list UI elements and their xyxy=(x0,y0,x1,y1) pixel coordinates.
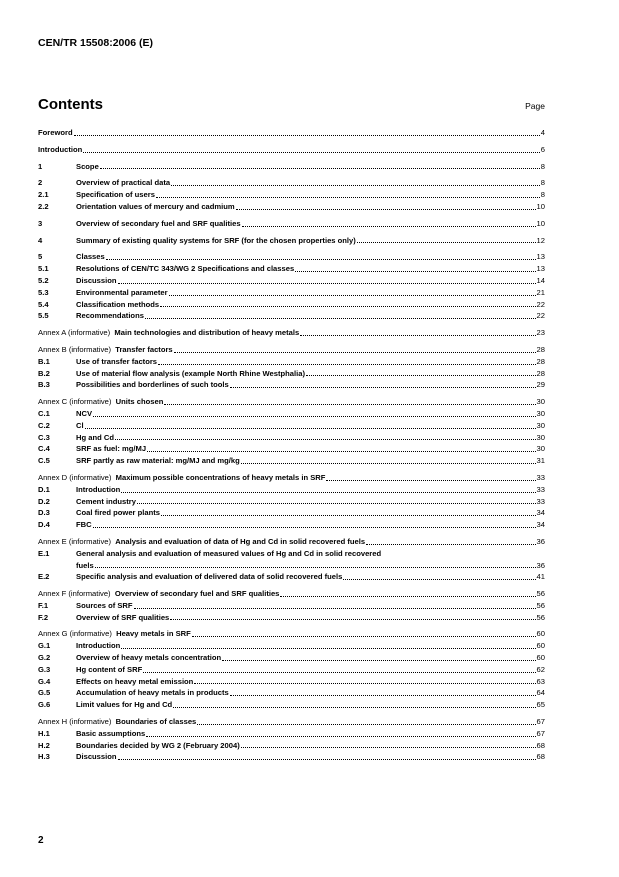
toc-entry-title: Overview of secondary fuel and SRF qualities xyxy=(76,218,241,228)
toc-entry-number: 2 xyxy=(38,178,43,188)
dot-leader xyxy=(137,503,536,504)
dot-leader xyxy=(300,335,535,336)
toc-entry[interactable] xyxy=(38,519,545,531)
toc-entry[interactable] xyxy=(38,751,545,763)
toc-entry[interactable] xyxy=(38,310,545,322)
dot-leader xyxy=(197,724,535,725)
toc-entry-number: D.2 xyxy=(38,496,50,506)
toc-entry-title: NCV xyxy=(76,408,93,418)
dot-leader xyxy=(100,168,540,169)
toc-entry-number: D.1 xyxy=(38,484,50,494)
toc-entry[interactable] xyxy=(38,640,545,652)
annex-heading: Units chosen xyxy=(115,397,164,407)
toc-entry-title: Orientation values of mercury and cadmium xyxy=(76,201,235,211)
annex-heading: Maximum possible concentrations of heavy metals in SRF xyxy=(115,472,326,482)
toc-annex-entry[interactable] xyxy=(38,327,545,339)
toc-entry[interactable] xyxy=(38,432,545,444)
toc-entry-page: 30 xyxy=(536,408,545,418)
toc-entry-title: Hg and Cd xyxy=(76,432,114,442)
toc-entry-title: Boundaries decided by WG 2 (February 2004) xyxy=(76,740,240,750)
dot-leader xyxy=(326,480,535,481)
toc-annex-title xyxy=(38,327,299,339)
dot-leader xyxy=(134,608,536,609)
toc-annex-entry[interactable] xyxy=(38,628,545,640)
toc-entry-page: 56 xyxy=(536,600,545,610)
toc-entry-number: D.4 xyxy=(38,520,50,530)
toc-entry-number: 5.4 xyxy=(38,299,49,309)
toc-entry-title: Foreword xyxy=(38,128,73,137)
dot-leader xyxy=(74,135,540,136)
toc-entry[interactable] xyxy=(38,571,545,583)
toc-entry-page: 21 xyxy=(536,287,545,297)
toc-entry-page: 56 xyxy=(536,612,545,622)
dot-leader xyxy=(164,404,535,405)
toc-entry-title: FBC xyxy=(76,520,92,530)
toc-annex-entry[interactable] xyxy=(38,396,545,408)
dot-leader xyxy=(343,579,535,580)
toc-entry-page: 67 xyxy=(536,728,545,738)
toc-entry-number: B.3 xyxy=(38,380,50,390)
toc-entry-title-continuation: fuels xyxy=(76,560,94,570)
toc-entry-title: Summary of existing quality systems for SRF (for the chosen properties only) xyxy=(76,235,356,245)
toc-entry-number: E.2 xyxy=(38,572,50,582)
toc-entry[interactable] xyxy=(38,263,545,275)
dot-leader xyxy=(160,306,535,307)
dot-leader xyxy=(192,636,536,637)
toc-entry-title: Scope xyxy=(76,161,99,171)
dot-leader xyxy=(230,387,536,388)
toc-entry-page: 33 xyxy=(536,484,545,494)
toc-entry-number: 5.3 xyxy=(38,287,49,297)
toc-entry[interactable] xyxy=(38,379,545,391)
dot-leader xyxy=(236,209,536,210)
toc-entry-number: G.2 xyxy=(38,653,51,663)
annex-heading: Boundaries of classes xyxy=(115,717,197,727)
toc-entry-page: 34 xyxy=(536,508,545,518)
toc-entry-number: H.3 xyxy=(38,752,50,762)
toc-entry-title: General analysis and evaluation of measured values of Hg and Cd in solid recovered xyxy=(76,548,382,558)
dot-leader xyxy=(174,352,536,353)
toc-entry[interactable] xyxy=(38,144,545,156)
toc-annex-title xyxy=(38,628,191,640)
toc-entry-page: 60 xyxy=(536,653,545,663)
toc-entry-title: Use of material flow analysis (example North Rhine Westphalia) xyxy=(76,368,305,378)
toc-entry-page: 30 xyxy=(536,444,545,454)
toc-entry-number: D.3 xyxy=(38,508,50,518)
annex-label: Annex E (informative) xyxy=(38,536,112,546)
toc-entry-page: 22 xyxy=(536,299,545,309)
toc-entry-page: 41 xyxy=(536,572,545,582)
toc-annex-title xyxy=(38,716,196,728)
toc-annex-title xyxy=(38,536,365,548)
annex-label: Annex D (informative) xyxy=(38,472,112,482)
dot-leader xyxy=(170,619,535,620)
dot-leader xyxy=(121,648,535,649)
toc-entry-page: 31 xyxy=(536,456,545,466)
dot-leader xyxy=(295,271,535,272)
toc-entry-title: Use of transfer factors xyxy=(76,356,158,366)
toc-entry-page: 28 xyxy=(536,368,545,378)
toc-entry-number: C.5 xyxy=(38,456,50,466)
toc-entry[interactable] xyxy=(38,612,545,624)
toc-entry-page: 36 xyxy=(536,560,545,570)
toc-entry[interactable] xyxy=(38,728,545,740)
dot-leader xyxy=(115,439,536,440)
toc-entry[interactable] xyxy=(38,356,545,368)
toc-entry-page: 62 xyxy=(536,664,545,674)
toc-entry[interactable] xyxy=(38,201,545,213)
dot-leader xyxy=(171,185,540,186)
toc-entry-title: Classes xyxy=(76,252,105,262)
dot-leader xyxy=(241,747,536,748)
toc-entry-number: 2.2 xyxy=(38,201,49,211)
toc-entry-number: F.1 xyxy=(38,600,49,610)
toc-entry-title: Introduction xyxy=(38,144,83,154)
dot-leader xyxy=(143,672,535,673)
toc-entry[interactable] xyxy=(38,408,545,420)
toc-annex-entry[interactable] xyxy=(38,716,545,728)
contents-title: Contents xyxy=(38,96,103,113)
dot-leader xyxy=(146,736,535,737)
toc-entry-page: 60 xyxy=(536,629,545,639)
dot-leader xyxy=(222,660,535,661)
toc-entry-page: 8 xyxy=(540,178,545,188)
toc-entry-number: 5.5 xyxy=(38,311,49,321)
toc-entry-title: Recommendations xyxy=(76,311,144,321)
toc-entry[interactable] xyxy=(38,299,545,311)
toc-entry-title: Coal fired power plants xyxy=(76,508,160,518)
toc-entry-page: 33 xyxy=(536,496,545,506)
toc-entry[interactable] xyxy=(38,127,545,139)
toc-entry-title: Discussion xyxy=(76,752,117,762)
toc-entry-number: G.3 xyxy=(38,664,51,674)
table-of-contents xyxy=(38,127,545,763)
toc-entry[interactable] xyxy=(38,420,545,432)
toc-entry-number: G.1 xyxy=(38,641,51,651)
toc-entry-title: Hg content of SRF xyxy=(76,664,143,674)
toc-entry[interactable] xyxy=(38,189,545,201)
toc-entry[interactable] xyxy=(38,740,545,752)
toc-entry-title: Limit values for Hg and Cd xyxy=(76,700,173,710)
toc-entry-page: 30 xyxy=(536,420,545,430)
toc-entry-page: 68 xyxy=(536,740,545,750)
dot-leader xyxy=(161,515,536,516)
toc-entry-title: Resolutions of CEN/TC 343/WG 2 Specifications and classes xyxy=(76,264,295,274)
toc-entry-number: C.3 xyxy=(38,432,50,442)
toc-entry-number: C.2 xyxy=(38,420,50,430)
toc-entry[interactable] xyxy=(38,484,545,496)
toc-entry-page: 30 xyxy=(536,432,545,442)
toc-entry-number: G.4 xyxy=(38,676,51,686)
toc-entry-page: 14 xyxy=(536,275,545,285)
toc-entry[interactable] xyxy=(38,699,545,711)
toc-entry-page: 34 xyxy=(536,520,545,530)
toc-annex-entry[interactable] xyxy=(38,536,545,548)
toc-entry-page: 33 xyxy=(536,472,545,482)
annex-heading: Analysis and evaluation of data of Hg and Cd in solid recovered fuels xyxy=(115,536,366,546)
toc-entry-number: B.1 xyxy=(38,356,50,366)
toc-entry-title: Classification methods xyxy=(76,299,160,309)
dot-leader xyxy=(156,197,540,198)
toc-entry-page: 12 xyxy=(536,235,545,245)
page-number: 2 xyxy=(38,835,44,846)
toc-annex-entry[interactable] xyxy=(38,472,545,484)
toc-entry-page: 60 xyxy=(536,641,545,651)
toc-entry-title: Introduction xyxy=(76,484,121,494)
annex-heading: Main technologies and distribution of heavy metals xyxy=(114,328,300,338)
toc-entry-title: Overview of practical data xyxy=(76,178,171,188)
toc-entry[interactable] xyxy=(38,600,545,612)
toc-entry-page: 6 xyxy=(540,144,545,154)
toc-entry[interactable] xyxy=(38,687,545,699)
annex-heading: Overview of secondary fuel and SRF qualities xyxy=(114,589,280,599)
dot-leader xyxy=(306,375,536,376)
toc-entry-title: SRF partly as raw material: mg/MJ and mg/kg xyxy=(76,456,240,466)
toc-entry-page: 8 xyxy=(540,190,545,200)
toc-annex-title xyxy=(38,472,325,484)
toc-entry-number: G.5 xyxy=(38,688,51,698)
annex-label: Annex G (informative) xyxy=(38,629,112,639)
dot-leader xyxy=(169,295,536,296)
toc-entry[interactable] xyxy=(38,161,545,173)
toc-entry-number: 1 xyxy=(38,161,43,171)
toc-entry-page: 10 xyxy=(536,218,545,228)
toc-annex-title xyxy=(38,588,279,600)
toc-entry[interactable] xyxy=(38,368,545,380)
toc-entry-page: 36 xyxy=(536,536,545,546)
dot-leader xyxy=(93,416,536,417)
toc-entry-page: 13 xyxy=(536,264,545,274)
toc-annex-title xyxy=(38,344,173,356)
toc-entry-title: Introduction xyxy=(76,641,121,651)
toc-entry-page: 65 xyxy=(536,700,545,710)
toc-entry-title: Overview of SRF qualities xyxy=(76,612,170,622)
toc-entry-number: 5.2 xyxy=(38,275,49,285)
toc-entry-number: 5 xyxy=(38,252,43,262)
toc-entry-number: B.2 xyxy=(38,368,50,378)
dot-leader xyxy=(147,451,536,452)
toc-annex-entry[interactable] xyxy=(38,344,545,356)
dot-leader xyxy=(93,527,536,528)
toc-entry-page: 22 xyxy=(536,311,545,321)
toc-entry[interactable] xyxy=(38,507,545,519)
dot-leader xyxy=(85,428,536,429)
dot-leader xyxy=(230,695,536,696)
toc-entry-number: 2.1 xyxy=(38,190,49,200)
annex-label: Annex H (informative) xyxy=(38,717,112,727)
toc-entry-title: Specific analysis and evaluation of delivered data of solid recovered fuels xyxy=(76,572,343,582)
toc-entry-title: Environmental parameter xyxy=(76,287,168,297)
toc-entry-page: 8 xyxy=(540,161,545,171)
dot-leader xyxy=(280,596,535,597)
toc-entry[interactable] xyxy=(38,235,545,247)
toc-entry-number: E.1 xyxy=(38,548,50,558)
dot-leader xyxy=(118,283,536,284)
toc-entry-title: Basic assumptions xyxy=(76,728,146,738)
toc-entry-continuation[interactable] xyxy=(38,560,545,572)
dot-leader xyxy=(242,226,536,227)
dot-leader xyxy=(158,364,536,365)
dot-leader xyxy=(357,242,536,243)
toc-entry-page: 4 xyxy=(540,128,545,137)
annex-label: Annex C (informative) xyxy=(38,397,112,407)
toc-entry-number: C.1 xyxy=(38,408,50,418)
annex-heading: Transfer factors xyxy=(115,344,173,354)
toc-entry[interactable] xyxy=(38,443,545,455)
toc-entry[interactable] xyxy=(38,177,545,189)
toc-entry-title: Effects on heavy metal emission xyxy=(76,676,194,686)
dot-leader xyxy=(173,707,535,708)
toc-entry[interactable] xyxy=(38,275,545,287)
toc-entry-page: 13 xyxy=(536,252,545,262)
annex-label: Annex F (informative) xyxy=(38,589,111,599)
toc-entry[interactable] xyxy=(38,218,545,230)
toc-entry-number: H.2 xyxy=(38,740,50,750)
dot-leader xyxy=(95,567,536,568)
toc-annex-entry[interactable] xyxy=(38,588,545,600)
toc-entry-page: 28 xyxy=(536,356,545,366)
toc-entry-number: H.1 xyxy=(38,728,50,738)
toc-entry[interactable] xyxy=(38,652,545,664)
toc-entry-page: 28 xyxy=(536,344,545,354)
toc-entry-page: 63 xyxy=(536,676,545,686)
dot-leader xyxy=(194,683,535,684)
toc-entry-number: 4 xyxy=(38,235,43,245)
toc-entry-page: 10 xyxy=(536,201,545,211)
toc-entry-number: 3 xyxy=(38,218,43,228)
toc-entry-page: 67 xyxy=(536,717,545,727)
dot-leader xyxy=(121,492,535,493)
toc-entry-page: 29 xyxy=(536,380,545,390)
toc-entry-title: Cement industry xyxy=(76,496,136,506)
toc-entry-title: Discussion xyxy=(76,275,117,285)
annex-heading: Heavy metals in SRF xyxy=(116,629,191,639)
toc-entry-page: 64 xyxy=(536,688,545,698)
toc-entry-title: Accumulation of heavy metals in products xyxy=(76,688,229,698)
toc-entry-title: Specification of users xyxy=(76,190,155,200)
toc-entry-page: 68 xyxy=(536,752,545,762)
annex-label: Annex A (informative) xyxy=(38,328,111,338)
toc-entry[interactable] xyxy=(38,664,545,676)
toc-entry-number: F.2 xyxy=(38,612,49,622)
dot-leader xyxy=(366,544,535,545)
dot-leader xyxy=(83,152,539,153)
toc-entry-page: 23 xyxy=(536,328,545,338)
toc-entry-number: C.4 xyxy=(38,444,50,454)
dot-leader xyxy=(241,463,536,464)
dot-leader xyxy=(118,759,536,760)
toc-entry-title: Possibilities and borderlines of such tools xyxy=(76,380,229,390)
toc-entry-title: Cl xyxy=(76,420,84,430)
toc-entry[interactable] xyxy=(38,496,545,508)
toc-entry[interactable] xyxy=(38,548,545,560)
toc-entry-number: 5.1 xyxy=(38,264,49,274)
page-column-label: Page xyxy=(525,101,545,111)
toc-entry-title: SRF as fuel: mg/MJ xyxy=(76,444,147,454)
toc-entry-page: 30 xyxy=(536,397,545,407)
toc-entry[interactable] xyxy=(38,455,545,467)
annex-label: Annex B (informative) xyxy=(38,344,112,354)
dot-leader xyxy=(145,318,536,319)
toc-entry-number: G.6 xyxy=(38,700,51,710)
dot-leader xyxy=(106,259,536,260)
toc-entry-title: Sources of SRF xyxy=(76,600,133,610)
toc-entry[interactable] xyxy=(38,287,545,299)
toc-annex-title xyxy=(38,396,163,408)
document-id: CEN/TR 15508:2006 (E) xyxy=(38,37,153,49)
toc-entry-page: 56 xyxy=(536,589,545,599)
toc-entry[interactable] xyxy=(38,676,545,688)
toc-entry-title: Overview of heavy metals concentration xyxy=(76,653,222,663)
toc-entry[interactable] xyxy=(38,251,545,263)
